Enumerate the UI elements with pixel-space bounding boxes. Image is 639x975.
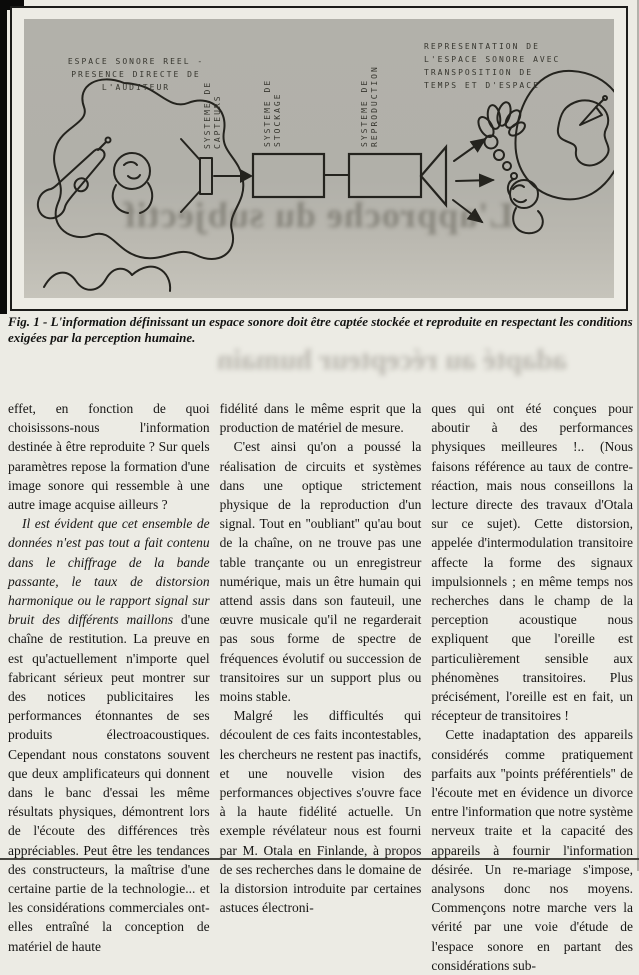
ghost-showthrough-headline: L'approche du subjectif	[122, 195, 514, 235]
label-capteurs-line2: CAPTEURS	[213, 94, 222, 149]
label-representation	[424, 42, 560, 90]
label-repr-line1: REPRESENTATION DE	[424, 42, 540, 51]
sound-arrows	[453, 139, 493, 222]
storage-box	[253, 154, 324, 197]
label-repr-line3: TRANSPOSITION DE	[424, 68, 534, 77]
paragraph: C'est ainsi qu'on a poussé la réalisation de circuits et systèmes dans une optique strictement physique de la reproduction d'un signal. Tout en ''oubliant'' qu'au bout de la chaîne, on ne trouve pas une table trançante ou un enregistreur numérique, mais un être humain qui attend assis dans son fauteuil, une œuvre musicale qu'il ne regarderait pas sous forme de spectre de fréquences évolutif ou succession de transitoires sur un support plus ou moins stable.	[219, 439, 422, 705]
paragraph: ques qui ont été conçues pour aboutir à des performances physiques meilleures !.. (Nous faisons référence au taux de contre-réaction, mais nous conseillons la lecture directe des travaux d'Otala sur ce sujet). Cette distorsion, appelée d'intermodulation transitoire affecte la forme des signaux impulsionnels ; en même temps nos recherches dans le champ de la perception acoustique nous expliquent que l'oreille est particulièrement sensible aux phénomènes transitoires. Plus précisément, l'oreille est en fait, un récepteur de transitoires !	[431, 401, 634, 724]
label-espace-sonore	[68, 57, 204, 92]
paragraph: fidélité dans le même esprit que la production de matériel de mesure.	[219, 401, 422, 436]
label-systeme-reproduction	[360, 65, 379, 147]
listener-icon	[113, 153, 152, 213]
trumpet-icon	[38, 138, 111, 219]
label-espace-line2: PRESENCE DIRECTE DE	[71, 70, 201, 79]
label-capteurs-line1: SYSTEME DE	[203, 80, 212, 149]
paragraph	[8, 514, 210, 956]
label-repro-line1: SYSTEME DE	[360, 78, 369, 147]
paragraph: Malgré les difficultés qui découlent de ces faits incontestables, les chercheurs ne restent pas inactifs, et une nouvelle vision des performances objectives s'ouvre face à la haute fidélité actuelle. Un exemple révélateur nous est fourni par M. Otala en Finlande, à propos de ses recherches dans le domaine de la distorsion introduite par certaines astuces électroni-	[219, 708, 422, 916]
label-systeme-capteurs	[203, 81, 222, 149]
reproduction-box	[349, 154, 421, 197]
speaker-cone-icon	[421, 147, 446, 205]
text-column-2	[220, 399, 422, 975]
thought-bubble	[475, 71, 614, 199]
article-body	[8, 399, 633, 975]
capture-arrow	[214, 169, 253, 183]
figure-caption: Fig. 1 - L'information définissant un espace sonore doit être captée stockée et reproduite en respectant les conditions exigées par la perception humaine.	[8, 314, 633, 345]
label-repro-line2: REPRODUCTION	[370, 65, 379, 147]
audio-chain-diagram	[24, 19, 614, 298]
label-systeme-stockage	[263, 79, 282, 147]
ghost-showthrough-subline: adapté au récepteur humain	[217, 344, 567, 376]
listener-right-icon	[508, 179, 543, 233]
label-repr-line2: L'ESPACE SONORE AVEC	[424, 55, 561, 64]
label-espace-line1: ESPACE SONORE REEL -	[67, 57, 205, 66]
paragraph-italic-span: Il est évident que cet ensemble de données n'est pas tout a fait contenu dans le chiffrage de la bande passante, le taux de distorsion harmonique ou le rapport signal sur bruit des différents maillons	[8, 516, 210, 628]
figure-1-canvas	[24, 19, 614, 298]
scan-edge-left-bar	[0, 0, 7, 314]
paragraph: Cette inadaptation des appareils considérés comme pratiquement parfaits aux ''points préférentiels'' de l'écoute met en évidence un divorce entre l'information que notre système nerveux traite et la capacité des appareils à fournir l'information désirée. Un re-mariage s'impose, analysons donc nos moyens. Commençons notre marche vers la vérité par une voie d'étude de l'espace sonore en partant des considérations sub-	[431, 727, 634, 973]
text-column-1	[8, 399, 210, 975]
text-column-3	[431, 399, 633, 975]
bottom-rule	[0, 858, 639, 860]
label-stockage-line1: SYSTEME DE	[263, 78, 272, 147]
paragraph-plain-span: d'une chaîne de restitution. La preuve en est qu'actuellement n'importe quel fabricant sérieux peut montrer sur des notices publicitaires les performances étonnantes de ses produits électroacoustiques. Cependant nous constatons souvent que deux amplificateurs qui donnent dans le banc d'essai les même résultats physiques, démontrent lors de l'écoute des différences très appréciables. Peut être les tendances des constructeurs, la maîtrise d'une certaine partie de la technologie... et les considérations commerciales ont-elles entraîné la conception de matériel de haute	[8, 612, 210, 954]
label-stockage-line2: STOCKAGE	[273, 92, 282, 147]
label-repr-line4: TEMPS ET D'ESPACE	[424, 81, 540, 90]
paragraph: effet, en fonction de quoi choisissons-nous l'information destinée à être reproduite ? Sur quels paramètres repose la formation d'une image sonore qui ressemble à une autre image acquise ailleurs ?	[8, 401, 210, 513]
figure-1-frame	[10, 6, 628, 311]
label-espace-line3: L'AUDITEUR	[101, 83, 171, 92]
